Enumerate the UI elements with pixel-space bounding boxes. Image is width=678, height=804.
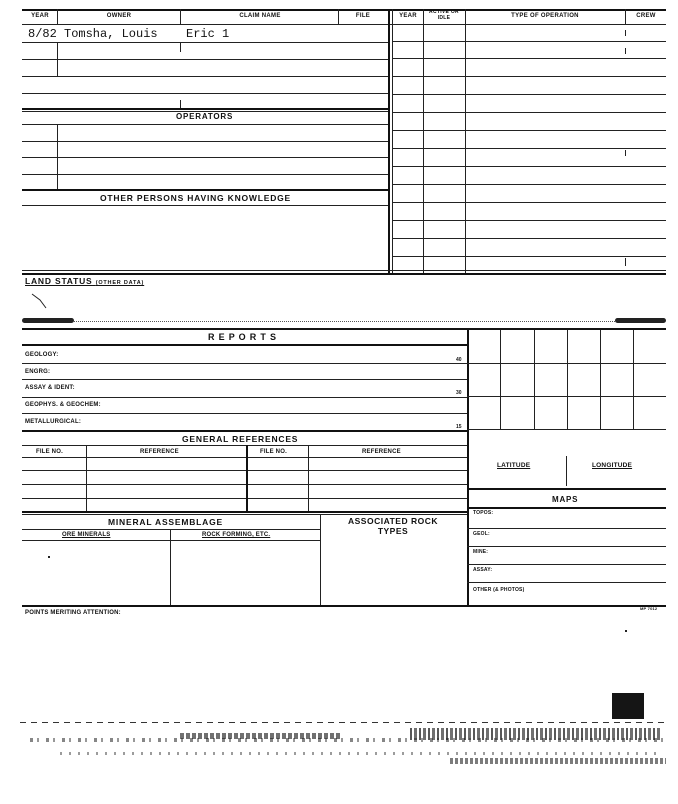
land-status-label: LAND STATUS <box>25 276 93 286</box>
entry-owner: Tomsha, Louis <box>64 27 158 41</box>
header-crew: CREW <box>636 13 656 19</box>
report-assay-num: 30 <box>456 390 462 396</box>
pencil-mark <box>30 292 60 312</box>
map-mine: MINE: <box>473 549 489 555</box>
rock-forming-header: ROCK FORMING, ETC. <box>202 532 271 538</box>
operators-title: OPERATORS <box>176 112 234 121</box>
report-metallurgical: METALLURGICAL: <box>25 419 82 425</box>
land-status-title <box>25 276 144 286</box>
report-geology: GEOLOGY: <box>25 352 59 358</box>
report-geophys: GEOPHYS. & GEOCHEM: <box>25 402 101 408</box>
other-persons-title: OTHER PERSONS HAVING KNOWLEDGE <box>100 193 292 203</box>
maps-title: MAPS <box>552 495 579 504</box>
general-references-title: GENERAL REFERENCES <box>182 434 299 444</box>
ref-header-reference-2: REFERENCE <box>362 449 401 455</box>
points-meriting-attention: POINTS MERITING ATTENTION: <box>25 610 121 616</box>
header-claim-name: CLAIM NAME <box>239 13 281 19</box>
header-year: YEAR <box>31 13 49 19</box>
dot-mark <box>48 556 50 558</box>
header-file: FILE <box>355 13 371 19</box>
map-topos: TOPOS: <box>473 510 494 516</box>
report-engrg: ENGRG: <box>25 369 51 375</box>
report-assay: ASSAY & IDENT: <box>25 385 75 391</box>
form-code: MP 7012 <box>640 606 658 611</box>
ore-minerals-header: ORE MINERALS <box>62 532 111 538</box>
ref-header-reference-1: REFERENCE <box>140 449 179 455</box>
map-assay: ASSAY: <box>473 567 493 573</box>
header-active-idle: ACTIVE OR IDLE <box>429 9 459 21</box>
ref-header-file-no-1: FILE NO. <box>36 449 63 455</box>
reports-title: R E P O R T S <box>208 332 277 342</box>
ref-header-file-no-2: FILE NO. <box>260 449 287 455</box>
scan-edge-right <box>615 318 666 323</box>
entry-claim-name: Eric 1 <box>186 27 230 41</box>
header-type-of-operation: TYPE OF OPERATION <box>511 13 579 19</box>
header-owner: OWNER <box>106 13 132 19</box>
map-other-photos: OTHER (& PHOTOS) <box>473 587 525 593</box>
header-year-2: YEAR <box>399 13 417 19</box>
latitude-label: LATITUDE <box>497 462 531 469</box>
report-metallurgical-num: 15 <box>456 424 462 430</box>
scan-edge-left <box>22 318 74 323</box>
mineral-assemblage-title: MINERAL ASSEMBLAGE <box>108 517 223 527</box>
entry-year: 8/82 <box>28 27 57 41</box>
associated-rock-types-title: ASSOCIATED ROCK TYPES <box>348 516 438 536</box>
longitude-label: LONGITUDE <box>592 462 633 469</box>
report-geology-num: 40 <box>456 357 462 363</box>
land-status-subtitle: (OTHER DATA) <box>95 280 145 286</box>
map-geol: GEOL: <box>473 531 490 537</box>
